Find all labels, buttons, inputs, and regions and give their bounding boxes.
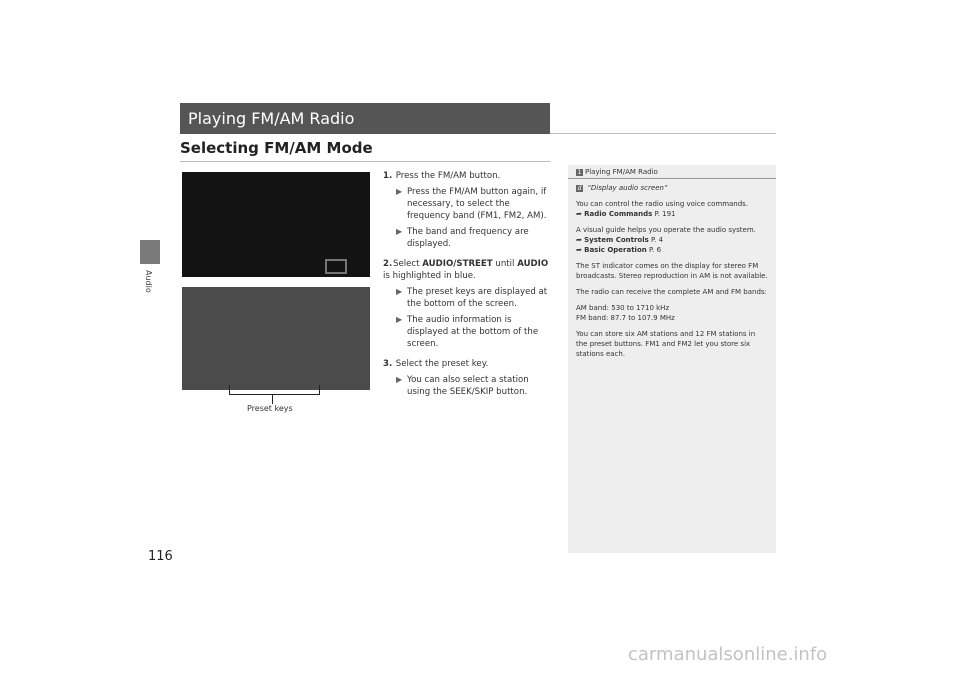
reference-arrow-icon: ➦ [576,236,582,244]
arrow-icon: ▶ [396,315,403,324]
screen-box-outline [325,259,347,274]
note-paragraph [576,199,768,219]
note-paragraph: You can store six AM stations and 12 FM stations in the preset buttons. FM1 and FM2 let you store six stations each. [576,330,756,358]
note-paragraph [576,225,768,255]
step-2 [383,258,551,350]
reference-page: P. 191 [654,210,676,218]
sub-item-text: You can also select a station using the SEEK/SKIP button. [407,375,529,397]
note-paragraph: The ST indicator comes on the display for stereo FM broadcasts. Stereo reproduction in AM is not available. [576,262,768,280]
cross-reference[interactable] [576,209,768,219]
step-1 [383,170,551,250]
side-tab-marker [140,240,160,264]
note-marker-icon: 1 [577,169,582,176]
reference-page: P. 6 [648,246,662,254]
sub-item [383,226,551,250]
preset-keys-leader [272,395,273,404]
cross-reference[interactable] [576,245,768,255]
side-section-label: Audio [144,270,153,293]
subheading: Selecting FM/AM Mode [180,139,373,157]
reference-label: Basic Operation [584,246,647,254]
step-text: until [492,259,518,269]
arrow-icon: ▶ [396,227,403,236]
step-text: Select the preset key. [395,359,489,369]
voice-icon: d [577,185,582,192]
steps-list [383,170,551,406]
sub-item-text: Press the FM/AM button again, if necessary, to select the frequency band (FM1, FM2, AM). [407,187,547,221]
screen-image-bottom [182,287,370,390]
note-heading-text: Playing FM/AM Radio [585,168,658,176]
sub-item [383,286,551,310]
step-keyword: AUDIO [517,259,549,269]
sub-item [383,186,551,222]
preset-keys-bracket [229,385,320,395]
reference-label: System Controls [584,236,649,244]
step-keyword: AUDIO/STREET [422,259,493,269]
step-number: 2. [383,259,393,269]
voice-command-text: “Display audio screen” [587,184,668,192]
preset-keys-caption: Preset keys [247,404,293,413]
note-text: A visual guide helps you operate the audio system. [576,226,756,234]
reference-arrow-icon: ➦ [576,246,582,254]
step-text: is highlighted in blue. [383,271,476,281]
reference-label: Radio Commands [584,210,653,218]
section-rule [550,133,776,134]
note-paragraph: The radio can receive the complete AM and FM bands: [576,288,767,296]
step-number: 1. [383,171,393,181]
am-band: AM band: 530 to 1710 kHz [576,304,670,312]
page-number: 116 [148,549,173,564]
arrow-icon: ▶ [396,187,403,196]
step-number: 3. [383,359,393,369]
voice-command [576,183,768,193]
section-title: Playing FM/AM Radio [180,103,550,134]
side-note-panel [568,165,776,553]
fm-band: FM band: 87.7 to 107.9 MHz [576,314,675,322]
note-paragraph [576,303,768,323]
sub-item-text: The audio information is displayed at the bottom of the screen. [407,315,539,349]
sub-item [383,314,551,350]
arrow-icon: ▶ [396,287,403,296]
step-text: Press the FM/AM button. [395,171,501,181]
sub-item [383,374,551,398]
reference-page: P. 4 [651,236,664,244]
note-heading [568,167,776,179]
note-text: You can control the radio using voice commands. [576,200,749,208]
sub-item-text: The preset keys are displayed at the bottom of the screen. [407,287,548,309]
reference-arrow-icon: ➦ [576,210,582,218]
step-3 [383,358,551,398]
screen-image-top [182,172,370,277]
cross-reference[interactable] [576,235,768,245]
step-text: Select [393,259,423,269]
sub-item-text: The band and frequency are displayed. [407,227,529,249]
watermark: carmanualsonline.info [628,644,828,665]
subheading-rule [180,161,550,162]
arrow-icon: ▶ [396,375,403,384]
